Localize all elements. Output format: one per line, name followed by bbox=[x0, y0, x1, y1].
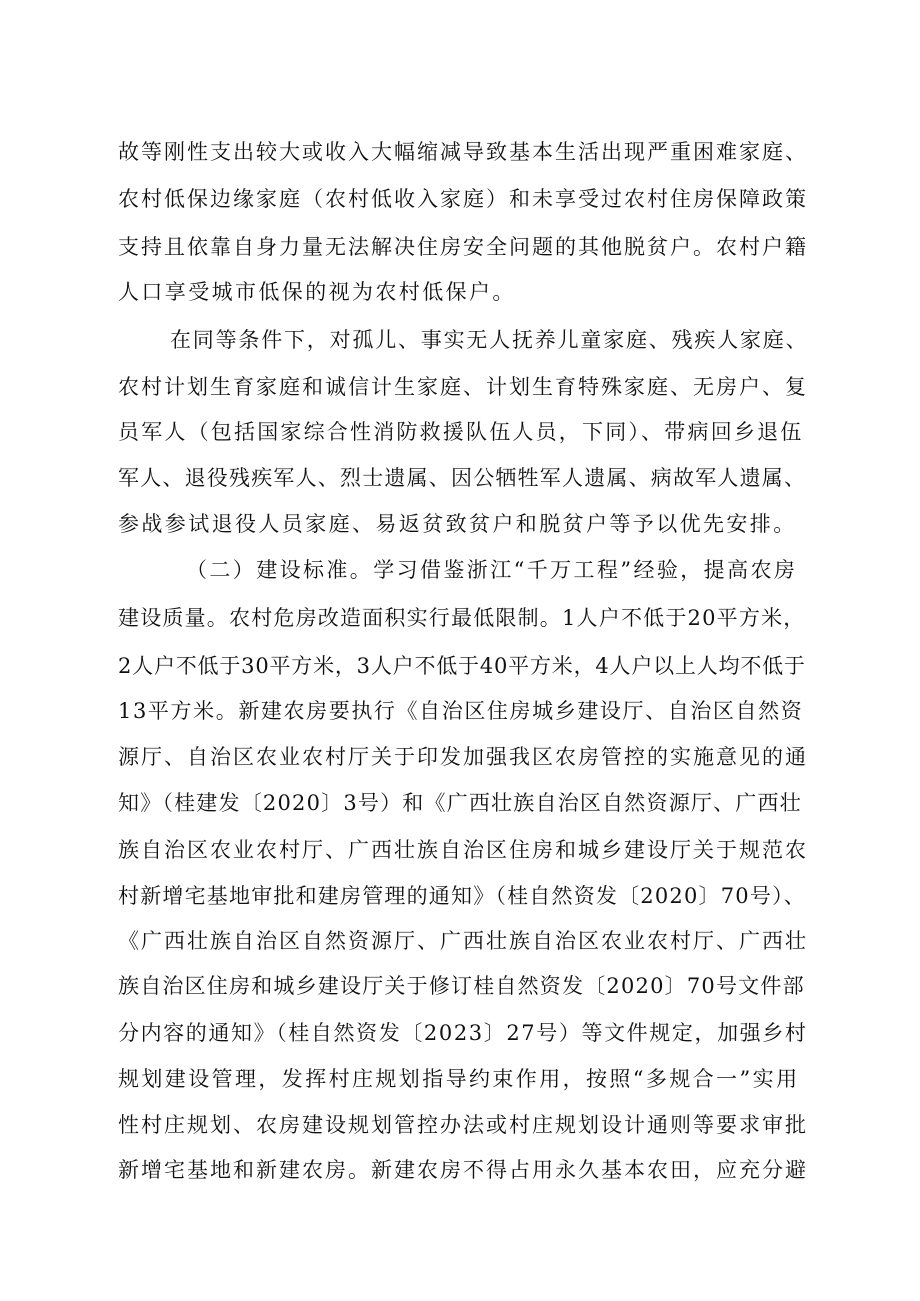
text-line: 故等刚性支出较大或收入大幅缩减导致基本生活出现严重困难家庭、 bbox=[118, 140, 808, 164]
text-line: 源厅、自治区农业农村厅关于印发加强我区农房管控的实施意见的通 bbox=[118, 745, 808, 769]
text-line: 《广西壮族自治区自然资源厅、广西壮族自治区农业农村厅、广西壮 bbox=[118, 929, 808, 953]
text-line: 分内容的通知》（桂自然资发〔2023〕27号）等文件规定，加强乡村 bbox=[118, 1021, 808, 1045]
text-line: 支持且依靠自身力量无法解决住房安全问题的其他脱贫户。农村户籍 bbox=[118, 235, 808, 259]
text-line: 农村计划生育家庭和诚信计生家庭、计划生育特殊家庭、无房户、复 bbox=[118, 375, 808, 399]
text-line: 农村低保边缘家庭（农村低收入家庭）和未享受过农村住房保障政策 bbox=[118, 187, 808, 211]
text-line: 军人、退役残疾军人、烈士遗属、因公牺牲军人遗属、病故军人遗属、 bbox=[118, 466, 807, 490]
text-line: 人口享受城市低保的视为农村低保户。 bbox=[118, 280, 516, 304]
text-line: 新增宅基地和新建农房。新建农房不得占用永久基本农田，应充分避 bbox=[118, 1158, 808, 1182]
text-line: 参战参试退役人员家庭、易返贫致贫户和脱贫户等予以优先安排。 bbox=[118, 512, 797, 536]
text-line: 在同等条件下，对孤儿、事实无人抚养儿童家庭、残疾人家庭、 bbox=[170, 328, 809, 352]
text-line: （二）建设标准。学习借鉴浙江“千万工程”经验，提高农房 bbox=[186, 558, 798, 582]
text-line: 性村庄规划、农房建设规划管控办法或村庄规划设计通则等要求审批 bbox=[118, 1113, 808, 1137]
text-line: 族自治区住房和城乡建设厅关于修订桂自然资发〔2020〕70号文件部 bbox=[118, 974, 805, 998]
text-line: 2人户不低于30平方米，3人户不低于40平方米，4人户以上人均不低于 bbox=[118, 654, 806, 678]
text-line: 建设质量。农村危房改造面积实行最低限制。1人户不低于20平方米， bbox=[118, 606, 806, 630]
text-line: 员军人（包括国家综合性消防救援队伍人员，下同）、带病回乡退伍 bbox=[118, 420, 804, 444]
text-line: 规划建设管理，发挥村庄规划指导约束作用，按照“多规合一”实用 bbox=[118, 1067, 800, 1091]
text-line: 村新增宅基地审批和建房管理的通知》（桂自然资发〔2020〕70号）、 bbox=[118, 884, 806, 908]
text-line: 知》（桂建发〔2020〕3号）和《广西壮族自治区自然资源厅、广西壮 bbox=[118, 791, 802, 815]
text-line: 13平方米。新建农房要执行《自治区住房城乡建设厅、自治区自然资 bbox=[118, 699, 804, 723]
text-line: 族自治区农业农村厅、广西壮族自治区住房和城乡建设厅关于规范农 bbox=[118, 838, 808, 862]
